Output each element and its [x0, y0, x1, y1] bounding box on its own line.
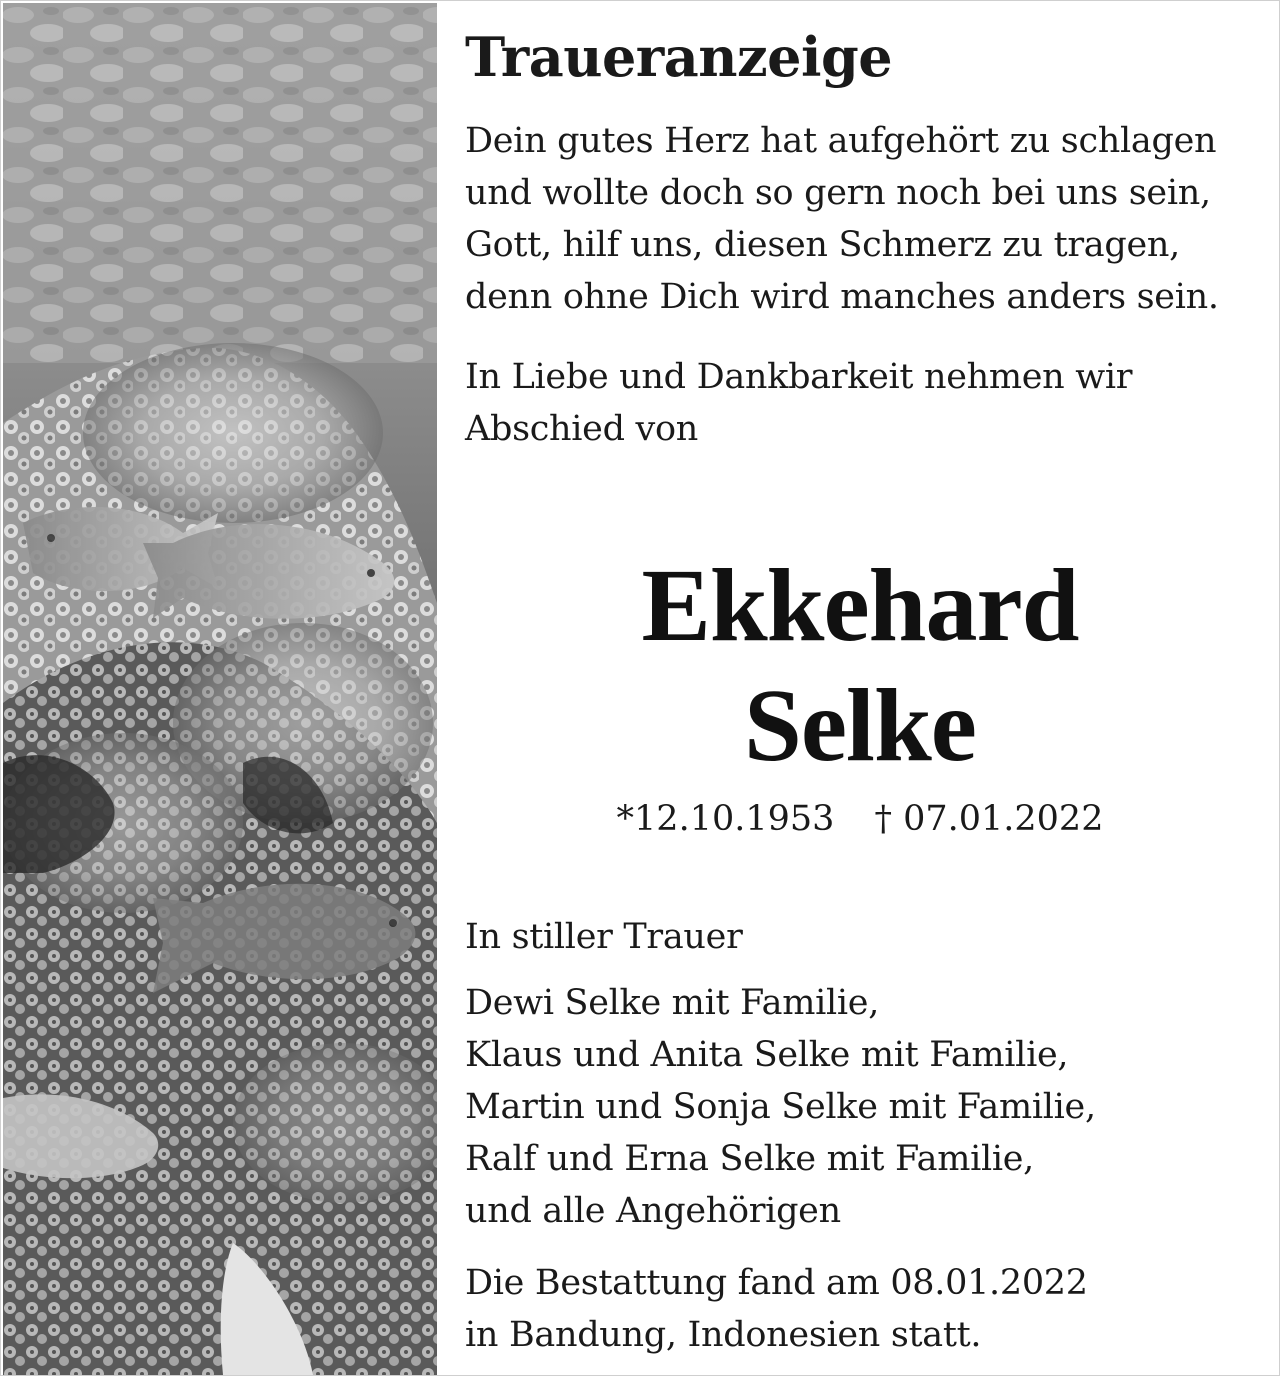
funeral-line: in Bandung, Indonesien statt. — [465, 1315, 982, 1355]
family-member: und alle Angehörigen — [465, 1191, 841, 1231]
family-member: Martin und Sonja Selke mit Familie, — [465, 1087, 1096, 1127]
coral-reef-photo — [3, 3, 437, 1375]
funeral-line: Die Bestattung fand am 08.01.2022 — [465, 1263, 1088, 1303]
poem-line: Gott, hilf uns, diesen Schmerz zu tragen, — [465, 225, 1180, 265]
poem-line: denn ohne Dich wird manches anders sein. — [465, 277, 1219, 317]
family-member: Dewi Selke mit Familie, — [465, 983, 880, 1023]
intro-line: Abschied von — [465, 409, 699, 449]
deceased-first-name: Ekkehard — [641, 548, 1079, 663]
life-dates — [465, 793, 1255, 845]
poem-line: Dein gutes Herz hat aufgehört zu schlagen — [465, 121, 1217, 161]
poem-line: und wollte doch so gern noch bei uns sein, — [465, 173, 1211, 213]
birth-date: *12.10.1953 — [616, 799, 835, 839]
intro-line: In Liebe und Dankbarkeit nehmen wir — [465, 357, 1133, 397]
poem — [465, 115, 1219, 323]
family-list — [465, 977, 1096, 1237]
family-member: Ralf und Erna Selke mit Familie, — [465, 1139, 1035, 1179]
coral-reef-fish-image — [3, 3, 437, 1375]
funeral-info — [465, 1257, 1088, 1361]
deceased-last-name: Selke — [744, 668, 976, 783]
family-member: Klaus und Anita Selke mit Familie, — [465, 1035, 1069, 1075]
page-title: Traueranzeige — [465, 25, 893, 89]
death-date: † 07.01.2022 — [874, 799, 1104, 839]
intro-text — [465, 351, 1132, 455]
mourning-label: In stiller Trauer — [465, 917, 743, 957]
